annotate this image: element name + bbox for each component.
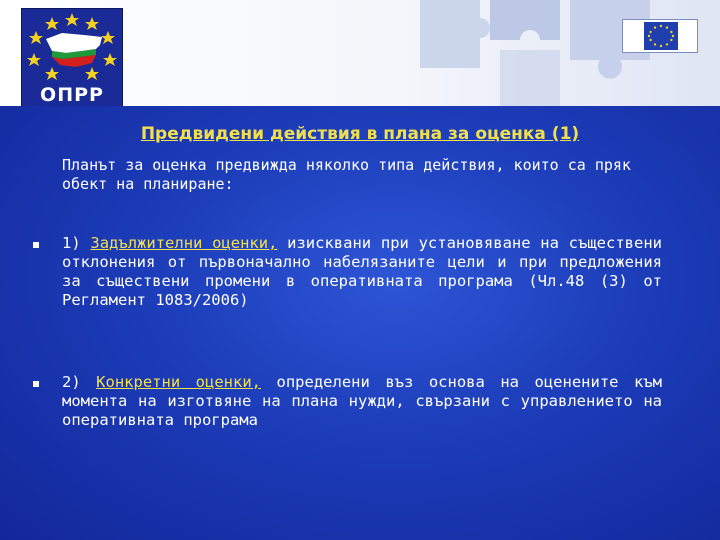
item-prefix: 2) [62,373,97,391]
bullet-icon [33,381,39,387]
item-prefix: 1) [62,234,91,252]
item-text: изисквани при установяване на съществени отклонения от първоначално набелязаните цели и при предложения за съществени промени в оперативната програма (Чл.48 (3) от Регламент 1083/2006) [62,234,662,309]
intro-text: Планът за оценка предвижда няколко типа действия, които са пряк обект на планиране: [62,156,631,193]
item-highlight: Задължителни оценки, [90,234,278,252]
item-highlight: Конкретни оценки, [96,373,261,391]
bullet-icon [33,242,39,248]
bulgaria-map-stars-icon [22,9,122,81]
header-bar [0,0,720,106]
logo-text: ОПРР [40,84,104,106]
list-item [62,373,662,430]
item-text: определени въз основа на оценените към момента на изготвяне на плана нужди, свързани с управлението на оперативната програма [62,373,662,429]
list-item [62,234,662,310]
oprr-logo [21,8,123,106]
slide-title: Предвидени действия в плана за оценка (1) [140,124,580,144]
eu-flag-icon [622,19,698,53]
